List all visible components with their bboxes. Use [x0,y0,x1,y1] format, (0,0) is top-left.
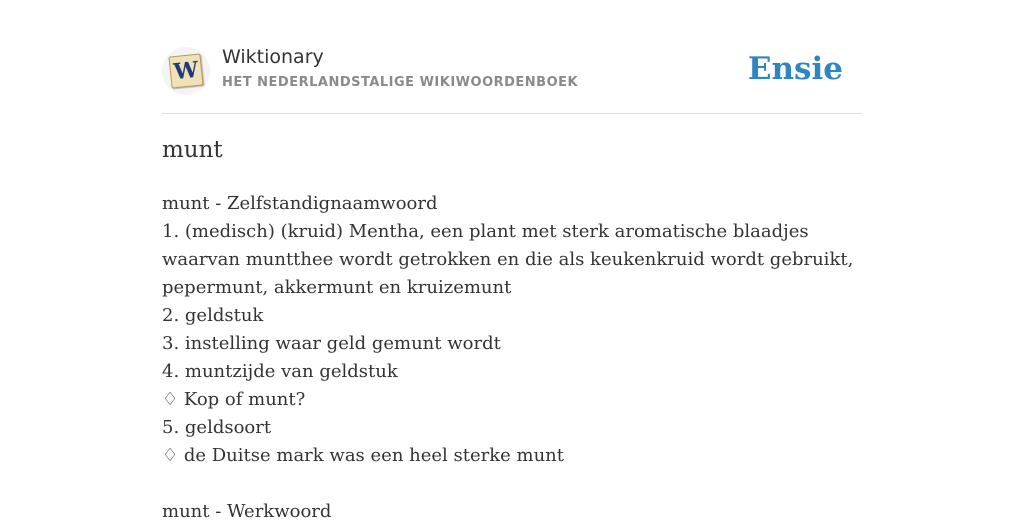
wiktionary-logo[interactable] [162,47,210,95]
definition-item: 4. muntzijde van geldstuk [162,361,398,382]
definition-item: 2. geldstuk [162,305,264,326]
site-header [162,0,862,114]
section-spacer [162,470,862,498]
definition-body [162,190,862,526]
logo-tile-icon: W [168,53,203,88]
entry-title: munt [162,137,223,163]
definition-item: 1. (medisch) (kruid) Mentha, een plant met sterk aromatische blaadjes waarvan muntthee wordt getrokken en die als keukenkruid wordt gebruikt, pepermunt, akkermunt en kruizemunt [162,221,854,298]
part-of-speech-heading: munt - Werkwoord [162,501,332,522]
part-of-speech-heading: munt - Zelfstandignaamwoord [162,193,438,214]
example-sentence: ♢ Kop of munt? [162,389,306,410]
site-tagline: HET NEDERLANDSTALIGE WIKIWOORDENBOEK [222,75,579,90]
definition-item: 3. instelling waar geld gemunt wordt [162,333,501,354]
definition-item: 5. geldsoort [162,417,272,438]
site-name[interactable]: Wiktionary [222,46,324,68]
example-sentence: ♢ de Duitse mark was een heel sterke munt [162,445,565,466]
page [162,0,862,522]
ensie-logo[interactable]: Ensie [747,51,843,87]
